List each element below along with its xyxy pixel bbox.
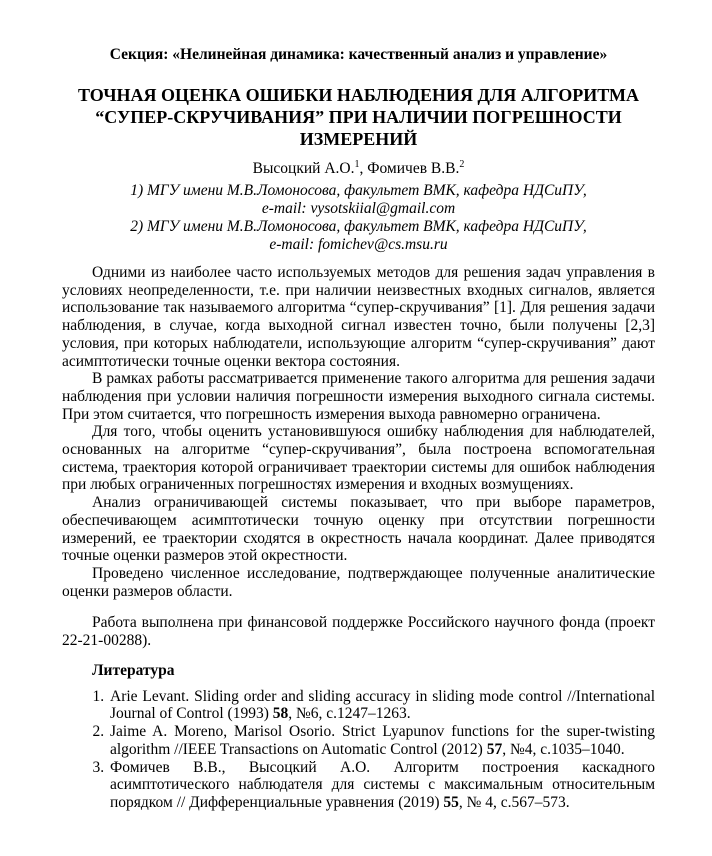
author-separator: , — [359, 160, 368, 177]
abstract-paragraph: Одними из наиболее часто используемых методов для решения задач управления в условиях неопределенности, т.е. при наличии неизвестных входных сигналов, является использование так называемого алгоритма “супер-скручивания” [1]. Для решения задачи наблюдения, в случае, когда выходной сигнал известен точно, были получены [2,3] условия, при которых наблюдатели, использующие алгоритм “супер-скручивания” дают асимптотически точные оценки вектора состояния. — [62, 264, 655, 370]
reference-text: , № 4, с.567–573. — [458, 793, 570, 811]
reference-text: Arie Levant. Sliding order and sliding accuracy in sliding mode control //International Journal of Control (1993) — [110, 687, 655, 723]
paper-title-line: ТОЧНАЯ ОЦЕНКА ОШИБКИ НАБЛЮДЕНИЯ ДЛЯ АЛГОРИТМА — [78, 85, 639, 105]
reference-volume: 57 — [486, 740, 503, 758]
reference-volume: 55 — [443, 793, 459, 811]
reference-text: Фомичев В.В., Высоцкий А.О. Алгоритм построения каскадного асимптотического наблюдателя для системы с максимальным относительным порядком // Дифференциальные уравнения (2019) — [110, 758, 655, 811]
affiliation-email: e-mail: fomichev@cs.msu.ru — [269, 236, 448, 253]
author-name: Высоцкий А.О. — [252, 160, 355, 177]
author-superscript: 2 — [459, 158, 465, 170]
abstract-paragraph: Анализ ограничивающей системы показывает, что при выборе параметров, обеспечивающем асимптотически точную оценку при отсутствии погрешности измерений, ее траектории сходятся в окрестность начала координат. Далее приводятся точные оценки размеров этой окрестности. — [62, 494, 655, 565]
paper-title-line: ИЗМЕРЕНИЙ — [299, 129, 418, 149]
abstract-paragraph: Для того, чтобы оценить установившуюся ошибку наблюдения для наблюдателей, основанных на алгоритме “супер-скручивания”, была построена вспомогательная система, траектория которой ограничивает траектории системы для ошибок наблюдения при любых ограниченных погрешностях измерения и входных возмущениях. — [62, 423, 655, 494]
reference-item — [108, 723, 655, 758]
affiliations-block — [62, 182, 655, 254]
author-superscript: 1 — [354, 158, 360, 170]
affiliation-email: e-mail: vysotskiial@gmail.com — [261, 200, 456, 217]
reference-volume: 58 — [272, 705, 289, 723]
paper-title-line: “СУПЕР-СКРУЧИВАНИЯ” ПРИ НАЛИЧИИ ПОГРЕШНОСТИ — [95, 107, 622, 127]
abstract-paragraph: В рамках работы рассматривается применение такого алгоритма для решения задачи наблюдения при условии наличия погрешности измерения выходного сигнала системы. При этом считается, что погрешность измерения выхода равномерно ограничена. — [62, 370, 655, 423]
authors-line — [62, 160, 655, 178]
abstract-body — [62, 264, 655, 650]
reference-text: , №6, с.1247–1263. — [288, 705, 411, 723]
reference-list — [62, 688, 655, 812]
affiliation-line: 1) МГУ имени М.В.Ломоносова, факультет ВМК, кафедра НДСиПУ, — [130, 182, 587, 199]
reference-item — [108, 759, 655, 812]
reference-text: Jaime A. Moreno, Marisol Osorio. Strict Lyapunov functions for the super-twisting algorithm //IEEE Transactions on Automatic Control (2012) — [110, 723, 655, 758]
abstract-paragraph: Проведено численное исследование, подтверждающее полученные аналитические оценки размеров области. — [62, 564, 655, 600]
author-name: Фомичев В.В. — [367, 160, 460, 177]
affiliation-line: 2) МГУ имени М.В.Ломоносова, факультет ВМК, кафедра НДСиПУ, — [130, 218, 587, 235]
section-header: Секция: «Нелинейная динамика: качественный анализ и управление» — [109, 46, 608, 63]
reference-text: , №4, с.1035–1040. — [502, 740, 625, 758]
reference-item — [108, 688, 655, 723]
funding-paragraph: Работа выполнена при финансовой поддержке Российского научного фонда (проект 22-21-00288). — [62, 614, 655, 650]
literature-heading: Литература — [92, 661, 175, 679]
paper-title — [62, 84, 655, 150]
